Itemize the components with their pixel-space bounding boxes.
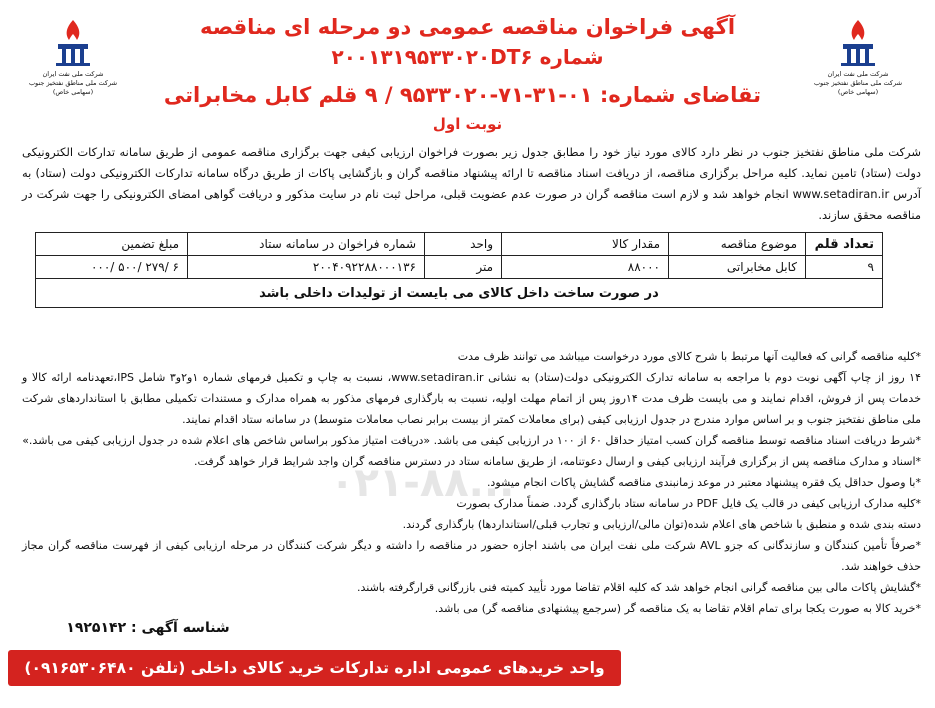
header-unit: واحد (425, 233, 502, 256)
header-quantity: مقدار کالا (502, 233, 669, 256)
nioc-emblem-icon (50, 18, 96, 68)
condition-item: *صرفاً تأمین کنندگان و سازندگانی که جزو AVL شرکت ملی نفت ایران می باشند اجازه حضور در مناقصه را داشته و دیگر شرکت کنندگان در مرحله ارزیابی کیفی از فهرست مناقصه گران مجاز حذف خواهند شد. (22, 539, 921, 573)
table-note: در صورت ساخت داخل کالای می بایست از تولیدات داخلی باشد (36, 279, 883, 308)
ad-round: نوبت اول (432, 115, 503, 133)
ad-title-line2: شماره ۲۰۰۱۳۱۹۵۳۳۰۲۰DT۶ (331, 45, 604, 69)
logo-caption-left: شرکت ملی نفت ایران شرکت ملی مناطق نفتخیز جنوب (سهامی خاص) (28, 70, 118, 96)
footer-banner: واحد خریدهای عمومی اداره تدارکات خرید کالای داخلی (تلفن ۰۹۱۶۵۳۰۶۴۸۰) (8, 650, 621, 686)
condition-item: *گشایش پاکات مالی بین مناقصه گرانی انجام خواهد شد که کلیه اقلام تقاضا مورد تأیید کمیته فنی بازرگانی قرارگرفته باشند. (356, 581, 921, 594)
ad-title-line3: تقاضای شماره: ۰۱-۳۱-۷۱-۹۵۳۳۰۲۰ / ۹ قلم کابل مخابراتی (163, 83, 762, 107)
cell-setad-number: ۲۰۰۴۰۹۲۲۸۸۰۰۰۱۳۶ (188, 256, 425, 279)
intro-paragraph: شرکت ملی مناطق نفتخیز جنوب در نظر دارد کالای مورد نیاز خود را مطابق جدول زیر بصورت فراخوان ارزیابی کیفی جهت برگزاری مناقصه عمومی از طریق سامانه تدارکات الکترونیکی دولت (ستاد) تامین نماید. کلیه مراحل برگزاری مناقصه، از دریافت اسناد مناقصه تا ارائه پیشنهاد مناقصه گران و بازگشایی پاکات از طریق درگاه سامانه تدارکات الکترونیکی دولت (ستاد) به آدرس www.setadiran.ir انجام خواهد شد و لازم است مناقصه گران در صورت عدم عضویت قبلی، مراحل ثبت نام در سایت مذکور و دریافت گواهی امضای الکترونیکی را جهت شرکت در مناقصه محقق سازند. (22, 145, 921, 222)
condition-item: دسته بندی شده و منطبق با شاخص های اعلام شده(توان مالی/ارزیابی و تجارب قبلی/استانداردها) بارگذاری گردند. (402, 518, 921, 531)
nioc-logo-right (803, 18, 913, 97)
nioc-emblem-icon (835, 18, 881, 68)
condition-item: *اسناد و مدارک مناقصه پس از برگزاری فرآیند ارزیابی کیفی و ارسال دعوتنامه، از طریق سامانه ستاد در دسترس مناقصه گران واجد شرایط قرار خواهد گرفت. (194, 455, 921, 468)
conditions-list (22, 346, 921, 619)
logo-caption-right: شرکت ملی نفت ایران شرکت ملی مناطق نفتخیز جنوب (سهامی خاص) (813, 70, 903, 96)
table-note-row (36, 279, 883, 308)
watermark-text: ۰۲۱-۸۸... (330, 460, 515, 506)
condition-item: *کلیه مدارک ارزیابی کیفی در قالب یک فایل PDF در سامانه ستاد بارگذاری گردد. ضمناً مدارک بصورت (456, 497, 921, 510)
condition-item: *شرط دریافت اسناد مناقصه توسط مناقصه گران کسب امتیاز حداقل ۶۰ از ۱۰۰ در ارزیابی کیفی می باشد. «دریافت امتیاز مذکور براساس شاخص های اعلام شده در جدول ارزیابی کیفی می باشد.» (22, 434, 921, 447)
cell-unit: متر (425, 256, 502, 279)
condition-item: *با وصول حداقل یک فقره پیشنهاد معتبر در موعد زمانبندی مناقصه گشایش پاکات انجام میشود. (486, 476, 921, 489)
ad-title-line1: آگهی فراخوان مناقصه عمومی دو مرحله ای مناقصه (199, 15, 736, 39)
cell-quantity: ۸۸۰۰۰ (502, 256, 669, 279)
cell-subject: کابل مخابراتی (669, 256, 806, 279)
condition-item: ۱۴ روز از چاپ آگهی نوبت دوم با مراجعه به سامانه تدارک الکترونیکی دولت(ستاد) به نشانی www.setadiran.ir، نسبت به چاپ و تکمیل فرمهای شماره ۱و۲و۳ شامل IPS،تعهدنامه ارائه کالا و خدمات پس از فروش، اقدام نمایند و می بایست ظرف مدت ۱۴روز پس از اتمام مهلت اولیه، نسبت به بارگذاری فرمهای مذکور به همراه مدارک و مستندات تکمیلی مطابق با استانداردهای شرکت ملی مناطق نفتخیز جنوب و بر اساس موارد مندرج در جدول ارزیابی کیفی (برای معاملات کمتر از بیست برابر نصاب معاملات متوسط) در سامانه ستاد اقدام نمایند. (22, 371, 921, 426)
header-subject: موضوع مناقصه (669, 233, 806, 256)
tender-table (35, 232, 883, 308)
condition-item: *خرید کالا به صورت یکجا برای تمام اقلام تقاضا به یک مناقصه گر (سرجمع پیشنهادی مناقصه گر) می باشد. (434, 602, 921, 615)
table-row (36, 256, 883, 279)
cell-item-count: ۹ (806, 256, 883, 279)
header-item-count: تعداد قلم (806, 233, 883, 256)
table-header-row (36, 233, 883, 256)
cell-guarantee: ۶ /۲۷۹ /۵۰۰ /۰۰۰ (36, 256, 188, 279)
condition-item: *کلیه مناقصه گرانی که فعالیت آنها مرتبط با شرح کالای مورد درخواست میباشد می توانند ظرف مدت (457, 350, 921, 363)
header-setad-number: شماره فراخوان در سامانه ستاد (188, 233, 425, 256)
ad-identifier: شناسه آگهی : ۱۹۲۵۱۴۲ (66, 620, 230, 636)
header-guarantee: مبلغ تضمین (36, 233, 188, 256)
nioc-logo-left (18, 18, 128, 97)
